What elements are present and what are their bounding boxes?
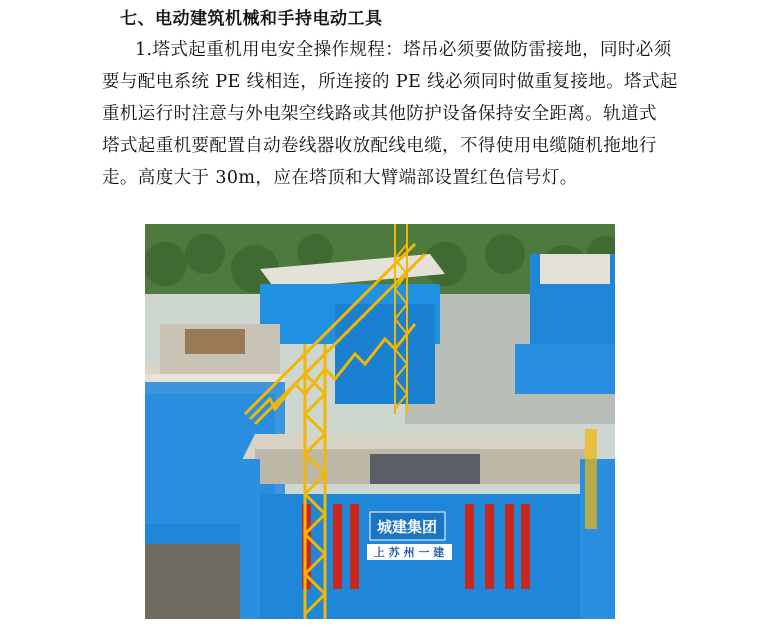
section-heading: 七、电动建筑机械和手持电动工具 bbox=[120, 9, 383, 29]
sign-main-text: 城建集团 bbox=[376, 518, 438, 536]
roof-skylight bbox=[370, 454, 480, 484]
paragraph-line: 要与配电系统 PE 线相连，所连接的 PE 线必须同时做重复接地。塔式起 bbox=[102, 72, 678, 92]
paragraph-line: 重机运行时注意与外电架空线路或其他防护设备保持安全距离。轨道式 bbox=[102, 104, 657, 124]
sign-sub-text: 上 苏 州 一 建 bbox=[373, 546, 445, 559]
paragraph-line: 1.塔式起重机用电安全操作规程：塔吊必须要做防雷接地，同时必须 bbox=[135, 40, 672, 60]
construction-site-photo bbox=[145, 224, 615, 619]
paragraph-line: 塔式起重机要配置自动卷线器收放配线电缆，不得使用电缆随机拖地行 bbox=[102, 136, 657, 156]
paragraph-line: 走。高度大于 30m，应在塔顶和大臂端部设置红色信号灯。 bbox=[102, 168, 578, 188]
safety-paragraph bbox=[102, 34, 678, 194]
